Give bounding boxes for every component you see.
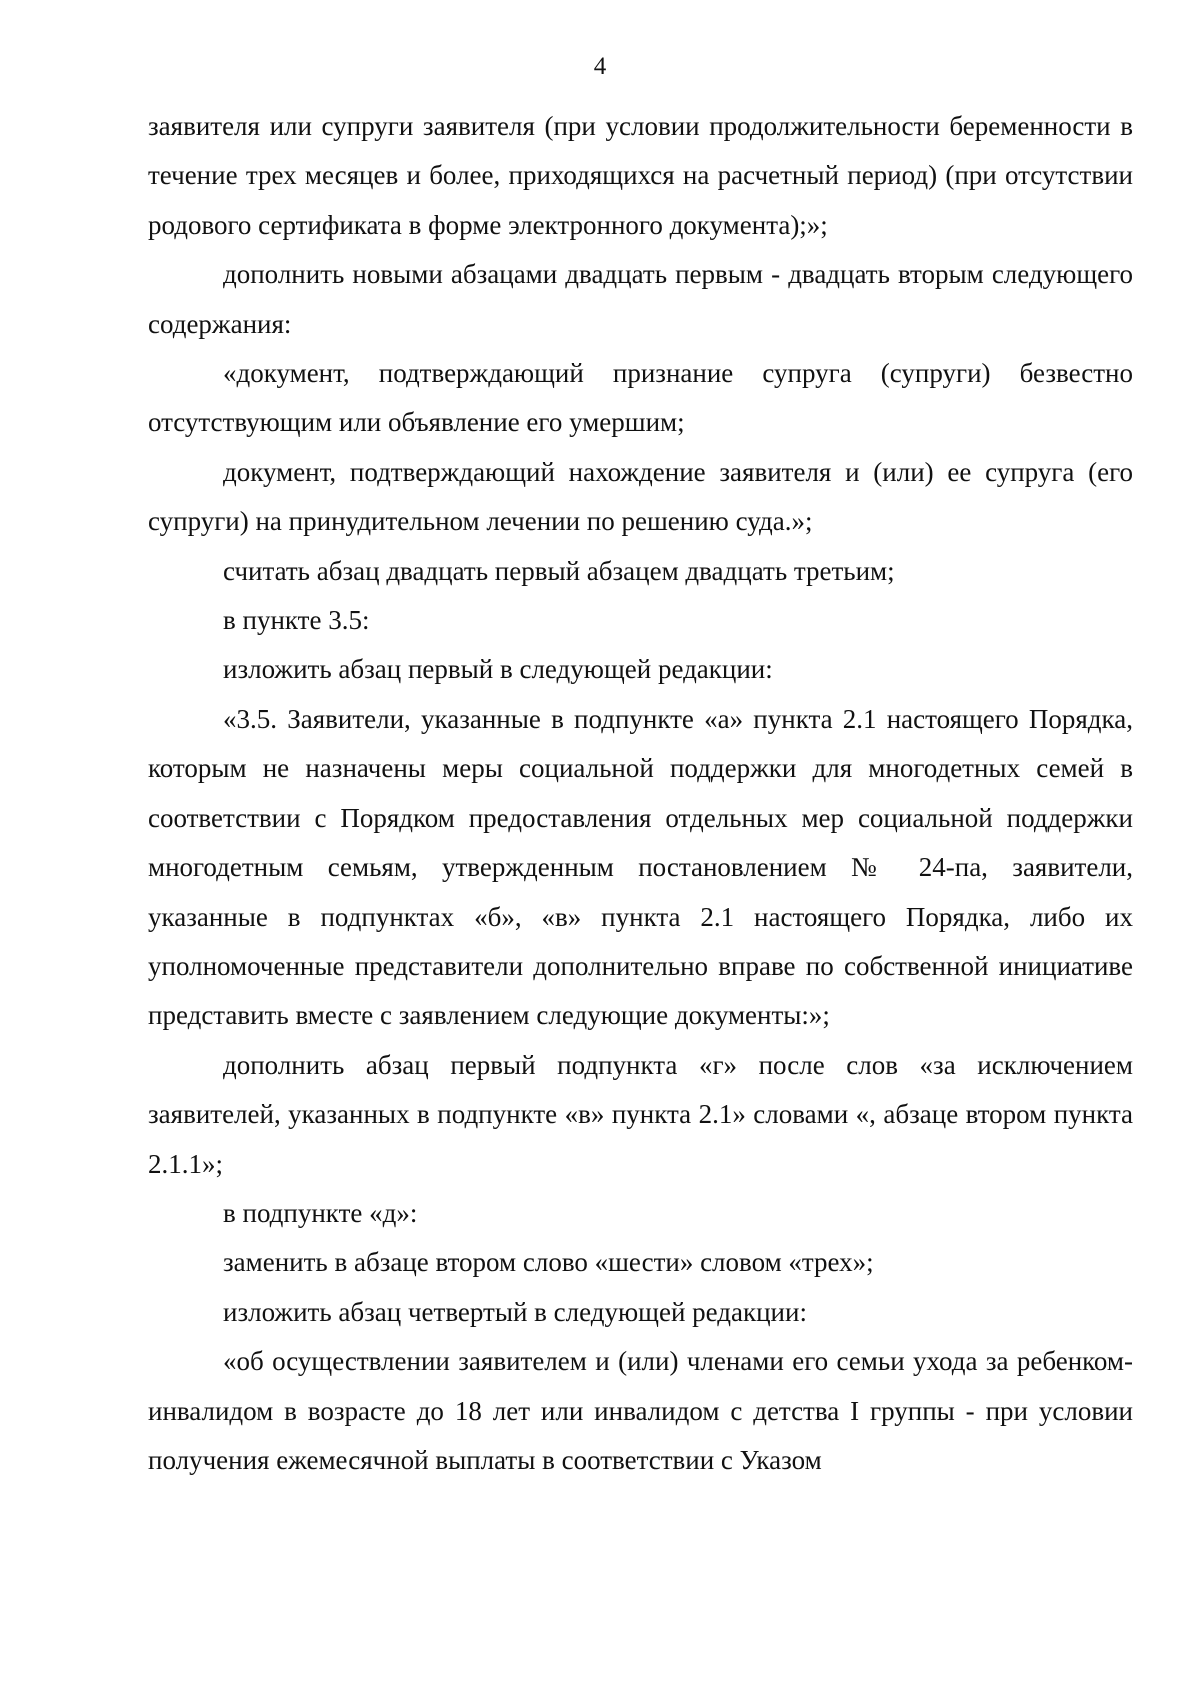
paragraph-6: в пункте 3.5: [223,605,370,636]
page-number: 4 [593,53,607,80]
paragraph-9: дополнить абзац первый подпункта «г» после слов «за исключением заявителей, указанных в подпункте «в» пункта 2.1» словами «, абзаце втором пункта 2.1.1»; [148,1049,1133,1179]
paragraph-4: документ, подтверждающий нахождение заявителя и (или) ее супруга (его супруги) на принудительном лечении по решению суда.»; [148,456,1133,537]
paragraph-8: «3.5. Заявители, указанные в подпункте «а» пункта 2.1 настоящего Порядка, которым не назначены меры социальной поддержки для многодетных семей в соответствии с Порядком предоставления отдельных мер социальной поддержки многодетным семьям, утвержденным постановлением № 24-па, заявители, указанные в подпунктах «б», «в» пункта 2.1 настоящего Порядка, либо их уполномоченные представители дополнительно вправе по собственной инициативе представить вместе с заявлением следующие документы:»; [148,703,1133,1031]
paragraph-7: изложить абзац первый в следующей редакции: [223,654,773,685]
paragraph-13: «об осуществлении заявителем и (или) членами его семьи ухода за ребенком-инвалидом в возрасте до 18 лет или инвалидом с детства I группы - при условии получения ежемесячной выплаты в соответствии с Указом [148,1346,1133,1475]
paragraph-12: изложить абзац четвертый в следующей редакции: [223,1296,807,1327]
document-body [148,102,1133,1485]
paragraph-10: в подпункте «д»: [223,1197,418,1228]
paragraph-5: считать абзац двадцать первый абзацем двадцать третьим; [223,555,895,586]
paragraph-11: заменить в абзаце втором слово «шести» словом «трех»; [223,1247,874,1278]
paragraph-3: «документ, подтверждающий признание супруга (супруги) безвестно отсутствующим или объявление его умершим; [148,358,1133,438]
paragraph-2: дополнить новыми абзацами двадцать первым - двадцать вторым следующего содержания: [148,259,1133,339]
paragraph-1: заявителя или супруги заявителя (при условии продолжительности беременности в течение трех месяцев и более, приходящихся на расчетный период) (при отсутствии родового сертификата в форме электронного документа);»; [148,111,1133,240]
